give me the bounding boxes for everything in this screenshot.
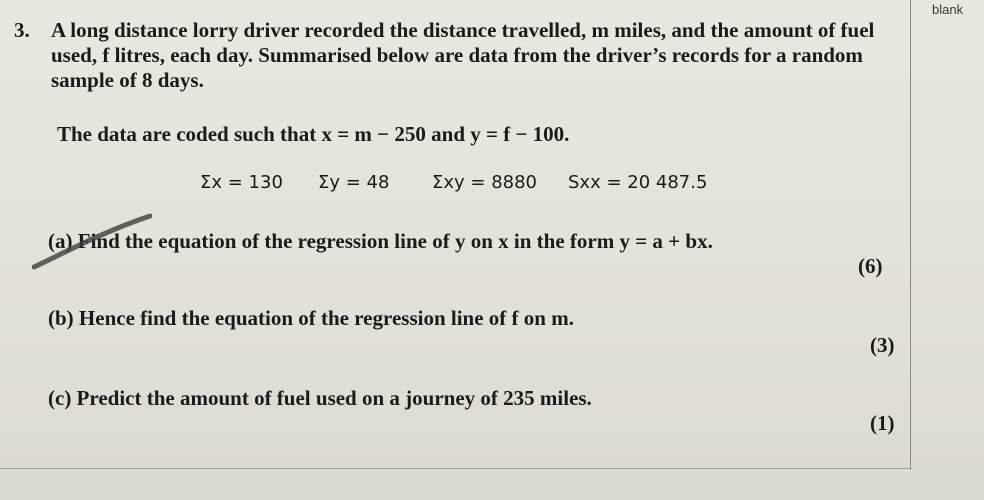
- question-stem: A long distance lorry driver recorded the distance travelled, m miles, and the amount of fuel used, f litres, each day. Summarised below are data from the driver’s records for a random sample of 8 days.: [51, 18, 875, 92]
- question-number: 3.: [14, 18, 30, 42]
- part-b-text: (b) Hence find the equation of the regression line of f on m.: [48, 306, 574, 330]
- sum-xy: Σxy = 8880: [432, 172, 538, 193]
- coding-statement: The data are coded such that x = m − 250 and y = f − 100.: [57, 122, 570, 146]
- sum-x: Σx = 130: [200, 172, 283, 193]
- part-b-marks: (3): [870, 333, 895, 357]
- sxx: Sxx = 20 487.5: [568, 172, 708, 193]
- part-c-text: (c) Predict the amount of fuel used on a journey of 235 miles.: [48, 386, 592, 410]
- margin-label: blank: [932, 2, 964, 17]
- sum-y: Σy = 48: [318, 172, 390, 193]
- part-c-marks: (1): [870, 411, 895, 435]
- bottom-rule: [0, 468, 910, 469]
- part-a-text: (a) Find the equation of the regression line of y on x in the form y = a + bx.: [48, 229, 713, 253]
- part-a-marks: (6): [858, 254, 883, 278]
